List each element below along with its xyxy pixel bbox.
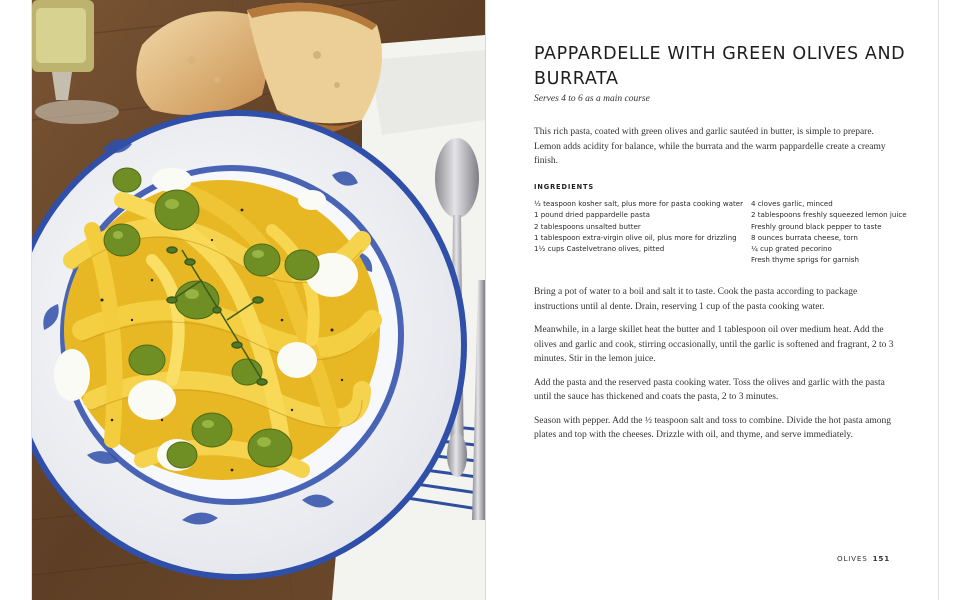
ingredient-item: 4 cloves garlic, minced [751,199,833,208]
ingredient-item: 8 ounces burrata cheese, torn [751,232,858,242]
section-name: OLIVES [836,554,868,563]
ingredient-item: Freshly ground black pepper to taste [751,221,882,231]
recipe-photo-page [32,0,485,600]
method-step: Meanwhile, in a large skillet heat the butter and 1 tablespoon oil over medium heat. Add the olives and garlic and cook, stirring occasionally, until the garlic is softened and fragrant, 2 to 3 minutes. Stir in the lemon juice. [534,324,894,365]
page-number: 151 [872,554,890,563]
ingredients-heading: INGREDIENTS [534,183,595,191]
book-spread [32,0,938,600]
serving-size: Serves 4 to 6 as a main course [534,94,650,104]
ingredients-list-left [534,198,743,254]
ingredients-list-right [751,198,907,266]
ingredient-item: 2 tablespoons freshly squeezed lemon juice [751,210,907,220]
ingredient-item: Fresh thyme sprigs for garnish [751,255,859,265]
ingredient-item: ¼ cup grated pecorino [751,244,832,254]
pasta-dish-photo [32,0,485,600]
ingredient-item: 1 tablespoon extra-virgin olive oil, plus more for drizzling [534,232,737,242]
method-steps [534,285,896,452]
method-step: Season with pepper. Add the ½ teaspoon salt and toss to combine. Divide the hot pasta among plates and top with the cheeses. Drizzle with oil, and thyme, and serve immediately. [534,415,891,441]
ingredient-item: 2 tablespoons unsalted butter [534,221,641,231]
page-footer [837,554,890,563]
recipe-intro: This rich pasta, coated with green olives and garlic sautéed in butter, is simple to prepare. Lemon adds acidity for balance, while the burrata and the warm pappardelle create a creamy finish. [534,127,886,167]
method-step: Bring a pot of water to a boil and salt it to taste. Cook the pasta according to package instructions until al dente. Drain, reserving 1 cup of the pasta cooking water. [534,287,858,312]
recipe-title: PAPPARDELLE WITH GREEN OLIVES AND BURRATA [534,44,906,89]
recipe-text-page [486,0,938,600]
ingredient-item: 1 pound dried pappardelle pasta [534,210,650,220]
ingredient-item: ½ teaspoon kosher salt, plus more for pasta cooking water [534,199,744,208]
ingredient-item: 1½ cups Castelvetrano olives, pitted [534,244,665,254]
method-step: Add the pasta and the reserved pasta cooking water. Toss the olives and garlic with the pasta until the sauce has thickened and coats the pasta, 2 to 3 minutes. [534,377,885,403]
